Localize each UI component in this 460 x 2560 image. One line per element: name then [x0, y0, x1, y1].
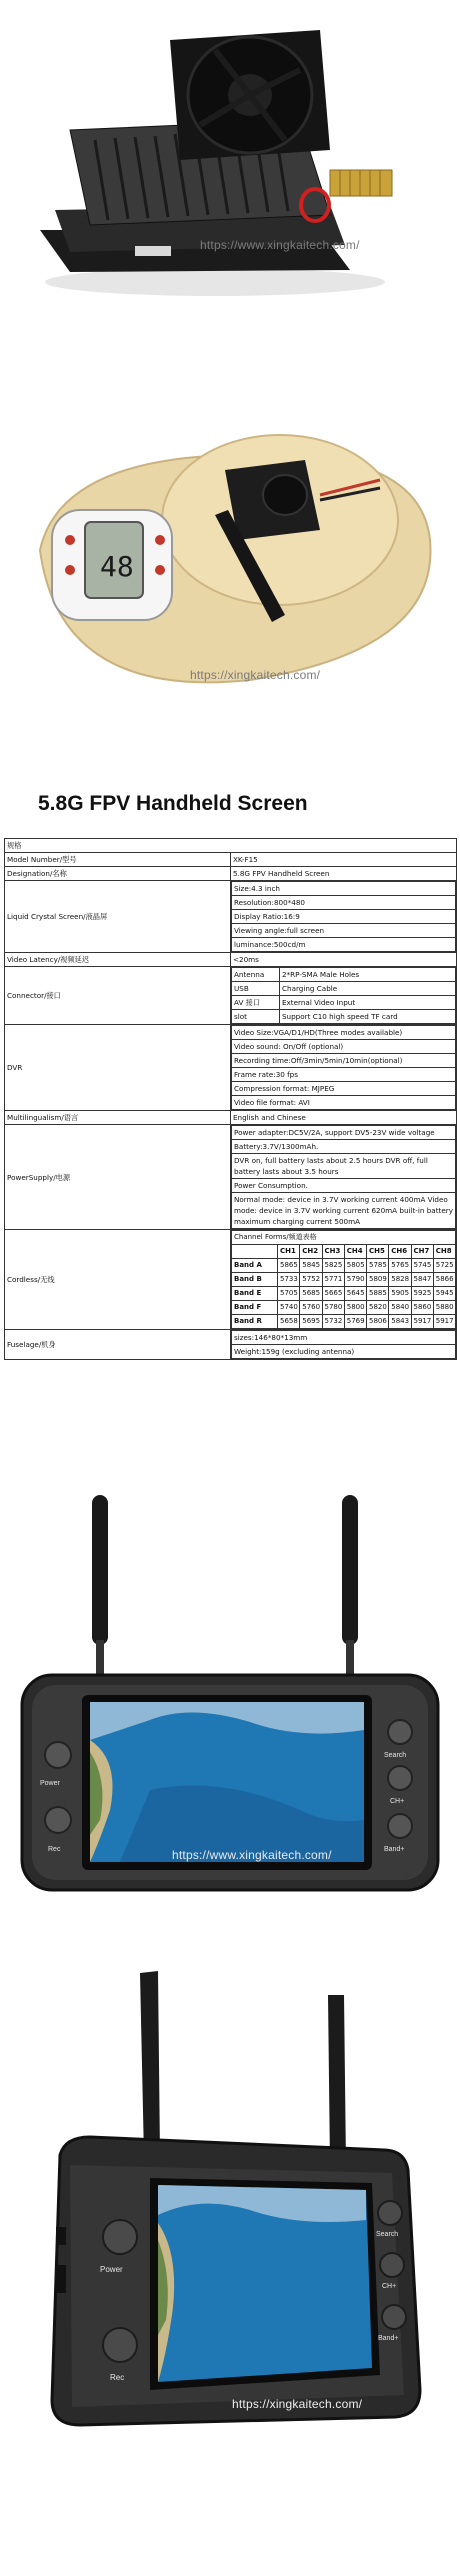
lcd-subtable [231, 881, 456, 952]
spec-label: Video Latency/视频延迟 [5, 953, 231, 967]
spec-table [4, 838, 457, 1360]
spec-value: 5.8G FPV Handheld Screen [231, 867, 457, 881]
spec-value: <20ms [231, 953, 457, 967]
band-freq: 5740 [278, 1301, 300, 1315]
band-freq: 5745 [411, 1259, 433, 1273]
spec-value: English and Chinese [231, 1111, 457, 1125]
spec-label: Liquid Crystal Screen/液晶屏 [5, 881, 231, 953]
angled-band-plus-label: Band+ [378, 2335, 399, 2342]
spec-row-power [5, 1125, 457, 1230]
channel-corner [232, 1245, 278, 1259]
band-freq: 5771 [322, 1273, 344, 1287]
band-freq: 5765 [389, 1259, 411, 1273]
angled-power-label: Power [100, 2265, 123, 2274]
dvr-video-sound: Video sound: On/Off (optional) [232, 1040, 456, 1054]
band-freq: 5805 [344, 1259, 366, 1273]
connector-name: AV 接口 [232, 996, 280, 1010]
channel-header-row [232, 1245, 456, 1259]
channel-header: CH3 [322, 1245, 344, 1259]
connector-desc: Support C10 high speed TF card [280, 1010, 456, 1024]
band-name: Band E [232, 1287, 278, 1301]
power-subtable [231, 1125, 456, 1229]
spec-label: Fuselage/机身 [5, 1330, 231, 1360]
band-freq: 5917 [433, 1315, 455, 1329]
connector-desc: Charging Cable [280, 982, 456, 996]
band-freq: 5905 [389, 1287, 411, 1301]
device-angled-watermark: https://xingkaitech.com/ [232, 2397, 363, 2411]
spec-value: XK-F15 [231, 853, 457, 867]
band-freq: 5785 [367, 1259, 389, 1273]
vtx-module-illustration [0, 0, 460, 310]
band-freq: 5945 [433, 1287, 455, 1301]
band-freq: 5760 [300, 1301, 322, 1315]
dvr-file-format: Video file format: AVI [232, 1096, 456, 1110]
band-freq: 5705 [278, 1287, 300, 1301]
band-row [232, 1259, 456, 1273]
band-freq: 5860 [411, 1301, 433, 1315]
spec-label: Multilingualism/语言 [5, 1111, 231, 1125]
connector-desc: External Video Input [280, 996, 456, 1010]
channel-header: CH1 [278, 1245, 300, 1259]
spec-value-group [231, 1125, 457, 1230]
power-battery: Battery:3.7V/1300mAh. [232, 1140, 456, 1154]
scale-photo [0, 400, 460, 720]
lcd-ratio: Display Ratio:16:9 [232, 910, 456, 924]
lcd-luminance: luminance:500cd/m [232, 938, 456, 952]
band-name: Band R [232, 1315, 278, 1329]
power-battery-life: DVR on, full battery lasts about 2.5 hours DVR off, full battery lasts about 3.5 hours [232, 1154, 456, 1179]
search-button-label: Search [384, 1752, 407, 1759]
channel-header: CH6 [389, 1245, 411, 1259]
spec-label: Cordless/无线 [5, 1230, 231, 1330]
band-row [232, 1273, 456, 1287]
spec-title: 5.8G FPV Handheld Screen [38, 792, 308, 815]
vtx-module-photo [0, 0, 460, 310]
channel-header: CH8 [433, 1245, 455, 1259]
dvr-compression: Compression format: MJPEG [232, 1082, 456, 1096]
spec-label: Model Number/型号 [5, 853, 231, 867]
spec-value-group [231, 881, 457, 953]
band-name: Band B [232, 1273, 278, 1287]
device-front-watermark: https://www.xingkaitech.com/ [172, 1848, 332, 1862]
band-freq: 5825 [322, 1259, 344, 1273]
band-name: Band A [232, 1259, 278, 1273]
spec-value-group [231, 967, 457, 1025]
angled-search-label: Search [376, 2231, 399, 2238]
band-freq: 5917 [411, 1315, 433, 1329]
band-freq: 5769 [344, 1315, 366, 1329]
band-freq: 5665 [322, 1287, 344, 1301]
lcd-size: Size:4.3 inch [232, 882, 456, 896]
fuselage-weight: Weight:159g (excluding antenna) [232, 1345, 456, 1359]
spec-row-lcd [5, 881, 457, 953]
band-freq: 5845 [300, 1259, 322, 1273]
scale-display: 48 [100, 550, 134, 583]
channel-header: CH5 [367, 1245, 389, 1259]
band-plus-button-label: Band+ [384, 1846, 405, 1853]
band-freq: 5725 [433, 1259, 455, 1273]
band-freq: 5843 [389, 1315, 411, 1329]
band-freq: 5820 [367, 1301, 389, 1315]
power-consumption: Power Consumption. [232, 1179, 456, 1193]
spec-label: Connector/接口 [5, 967, 231, 1025]
band-freq: 5780 [322, 1301, 344, 1315]
band-row [232, 1315, 456, 1329]
channel-header: CH7 [411, 1245, 433, 1259]
power-adapter: Power adapter:DC5V/2A, support DV5-23V wide voltage [232, 1126, 456, 1140]
spec-header: 规格 [5, 839, 457, 853]
connector-desc: 2*RP-SMA Male Holes [280, 968, 456, 982]
band-freq: 5847 [411, 1273, 433, 1287]
device-angled-illustration [0, 1965, 460, 2435]
spec-row-fuselage [5, 1330, 457, 1360]
device-front-photo [0, 1490, 460, 1920]
channel-header: CH4 [344, 1245, 366, 1259]
spec-value-group [231, 1230, 457, 1330]
spec-row-cordless [5, 1230, 457, 1330]
scale-watermark: https://xingkaitech.com/ [190, 668, 321, 682]
spec-row-latency [5, 953, 457, 967]
dvr-video-size: Video Size:VGA/D1/HD(Three modes available) [232, 1026, 456, 1040]
lcd-resolution: Resolution:800*480 [232, 896, 456, 910]
band-freq: 5658 [278, 1315, 300, 1329]
band-freq: 5925 [411, 1287, 433, 1301]
spec-value-group [231, 1330, 457, 1360]
fuselage-subtable [231, 1330, 456, 1359]
band-row [232, 1287, 456, 1301]
connector-name: slot [232, 1010, 280, 1024]
band-freq: 5695 [300, 1315, 322, 1329]
angled-ch-plus-label: CH+ [382, 2283, 397, 2290]
channel-table-title: Channel Forms/频道表格 [232, 1231, 456, 1245]
lcd-viewing-angle: Viewing angle:full screen [232, 924, 456, 938]
band-freq: 5800 [344, 1301, 366, 1315]
fuselage-size: sizes:146*80*13mm [232, 1331, 456, 1345]
device-angled-photo [0, 1965, 460, 2435]
band-freq: 5685 [300, 1287, 322, 1301]
spec-label: DVR [5, 1025, 231, 1111]
band-freq: 5732 [322, 1315, 344, 1329]
dvr-frame-rate: Frame rate:30 fps [232, 1068, 456, 1082]
band-freq: 5752 [300, 1273, 322, 1287]
power-modes: Normal mode: device in 3.7V working current 400mA Video mode: device in 3.7V working current 620mA built-in battery maximum charging current 500mA [232, 1193, 456, 1229]
band-freq: 5809 [367, 1273, 389, 1287]
band-name: Band F [232, 1301, 278, 1315]
spec-row-designation [5, 867, 457, 881]
dvr-recording-time: Recording time:Off/3min/5min/10min(optional) [232, 1054, 456, 1068]
connector-name: USB [232, 982, 280, 996]
band-freq: 5645 [344, 1287, 366, 1301]
spec-label: PowerSupply/电源 [5, 1125, 231, 1230]
band-freq: 5865 [278, 1259, 300, 1273]
channel-table [231, 1230, 456, 1329]
band-freq: 5733 [278, 1273, 300, 1287]
spec-row-connector [5, 967, 457, 1025]
band-freq: 5806 [367, 1315, 389, 1329]
channel-header: CH2 [300, 1245, 322, 1259]
spec-row-model [5, 853, 457, 867]
dvr-subtable [231, 1025, 456, 1110]
spec-label: Designation/名称 [5, 867, 231, 881]
band-freq: 5880 [433, 1301, 455, 1315]
spec-row-language [5, 1111, 457, 1125]
angled-rec-label: Rec [110, 2373, 125, 2382]
vtx-watermark: https://www.xingkaitech.com/ [200, 238, 360, 252]
band-row [232, 1301, 456, 1315]
band-freq: 5828 [389, 1273, 411, 1287]
spec-header-row [5, 839, 457, 853]
spec-row-dvr [5, 1025, 457, 1111]
connector-subtable [231, 967, 456, 1024]
band-freq: 5790 [344, 1273, 366, 1287]
band-freq: 5840 [389, 1301, 411, 1315]
spec-value-group [231, 1025, 457, 1111]
band-freq: 5885 [367, 1287, 389, 1301]
connector-name: Antenna [232, 968, 280, 982]
power-button-label: Power [40, 1780, 60, 1787]
ch-plus-button-label: CH+ [390, 1798, 405, 1805]
rec-button-label: Rec [48, 1846, 61, 1853]
band-freq: 5866 [433, 1273, 455, 1287]
